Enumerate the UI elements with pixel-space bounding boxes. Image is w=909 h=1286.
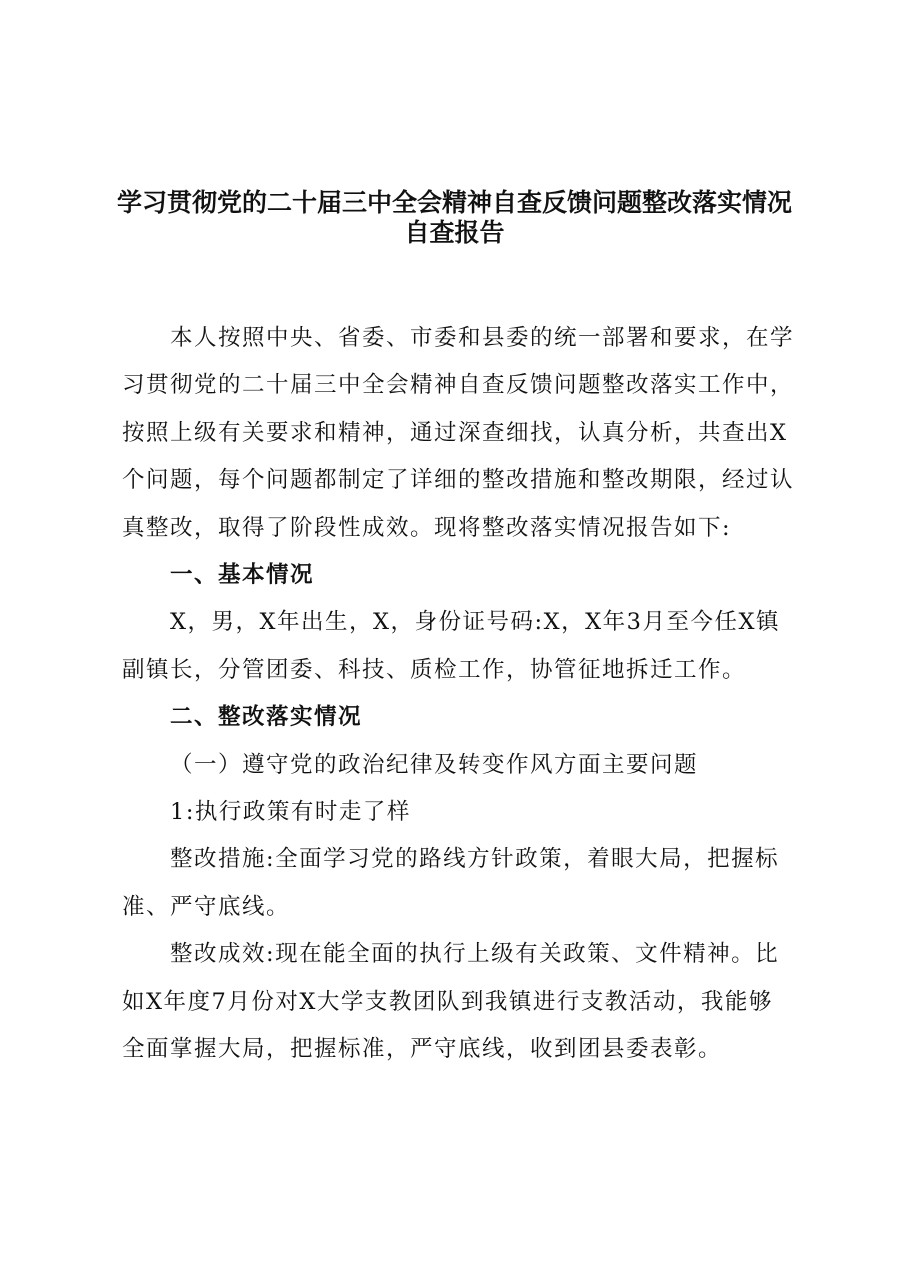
item-1-results: 整改成效:现在能全面的执行上级有关政策、文件精神。比如X年度7月份对X大学支教团队到我镇进行支教活动，我能够全面掌握大局，把握标准，严守底线，收到团县委表彰。 bbox=[122, 941, 780, 1063]
document-title-line-1: 学习贯彻党的二十届三中全会精神自查反馈问题整改落实情况 bbox=[116, 188, 792, 217]
intro-paragraph: 本人按照中央、省委、市委和县委的统一部署和要求，在学习贯彻党的二十届三中全会精神自查反馈问题整改落实工作中，按照上级有关要求和精神，通过深查细找，认真分析，共查出X个问题，每个问题都制定了详细的整改措施和整改期限，经过认真整改，取得了阶段性成效。现将整改落实情况报告如下: bbox=[122, 325, 795, 541]
section-1-heading: 一、基本情况 bbox=[170, 562, 315, 589]
section-2-heading: 二、整改落实情况 bbox=[170, 704, 363, 731]
document-title-line-2: 自查报告 bbox=[404, 218, 505, 247]
item-1-measures: 整改措施:全面学习党的路线方针政策，着眼大局，把握标准、严守底线。 bbox=[122, 846, 780, 920]
section-1-paragraph: X，男，X年出生，X，身份证号码:X，X年3月至今任X镇副镇长，分管团委、科技、质检工作，协管征地拆迁工作。 bbox=[122, 609, 781, 683]
subsection-1-heading: （一）遵守党的政治纪律及转变作风方面主要问题 bbox=[170, 751, 699, 778]
item-1-title: 1:执行政策有时走了样 bbox=[170, 799, 411, 826]
document-body bbox=[122, 315, 794, 1074]
